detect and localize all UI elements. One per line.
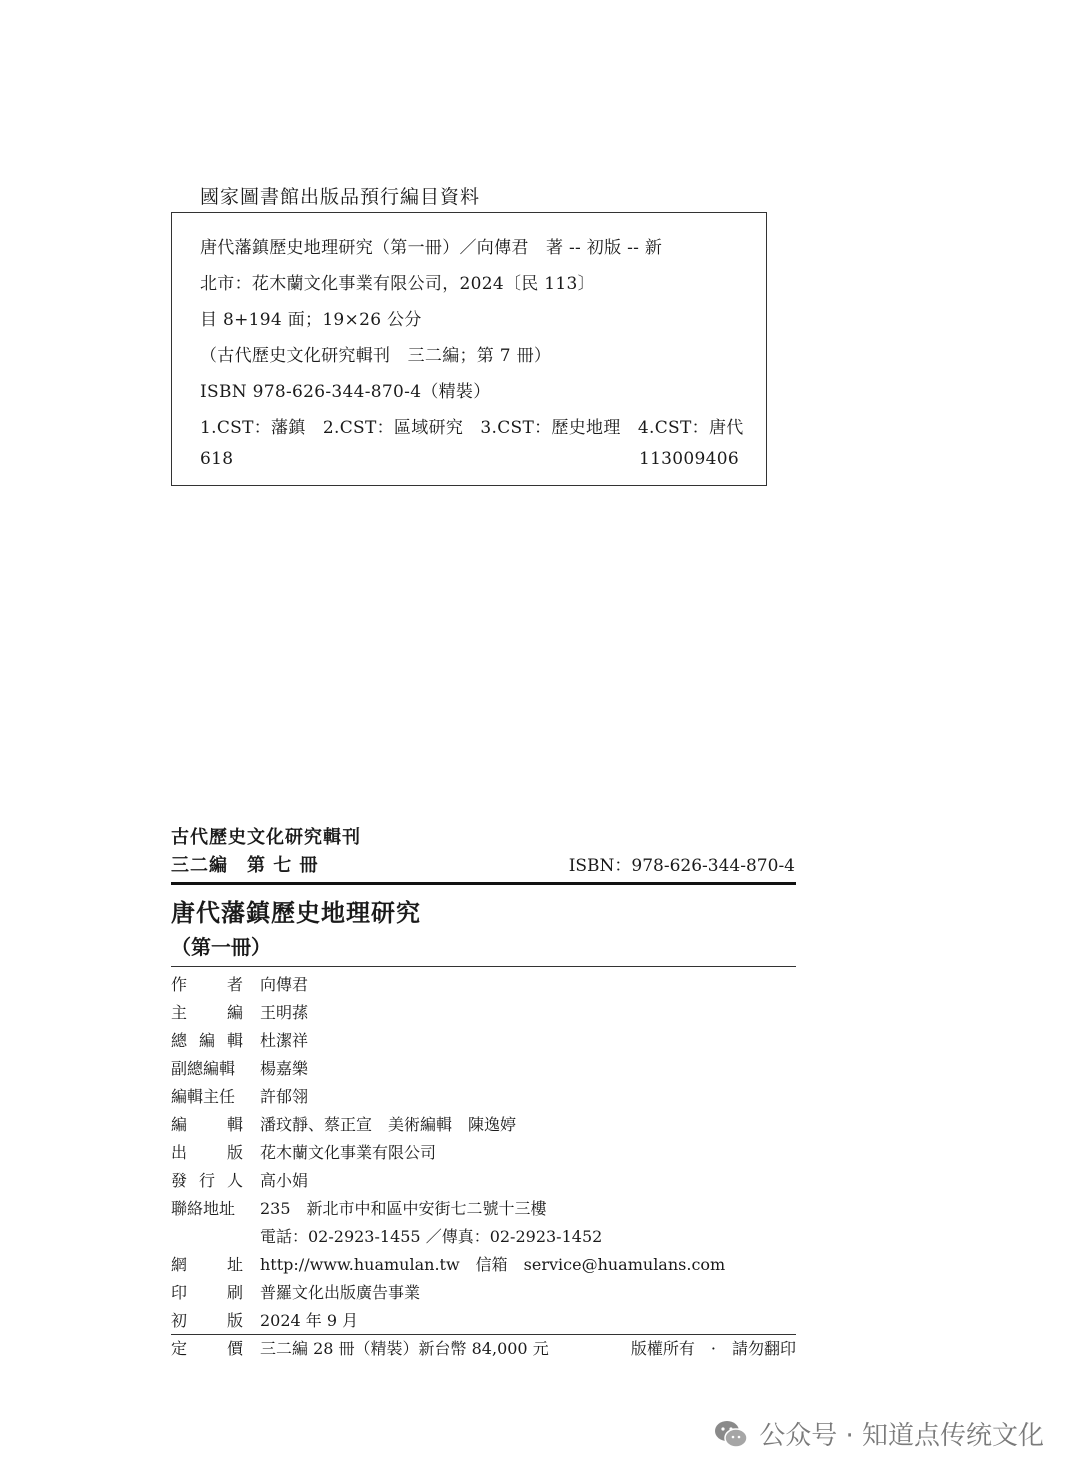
credit-value: 王明蓀 <box>260 1003 309 1022</box>
credit-label-char: 輯 <box>226 1115 243 1134</box>
cip-line-numbers <box>200 449 739 469</box>
credit-label <box>171 1280 243 1303</box>
credit-row <box>171 1336 796 1364</box>
credit-value: 杜潔祥 <box>260 1031 309 1050</box>
series-volume: 三二編 第 七 冊 <box>171 855 319 876</box>
credit-label-char: 編 <box>198 1031 215 1050</box>
credit-value: http://www.huamulan.tw 信箱 service@huamulans.com <box>260 1255 726 1274</box>
cip-line-isbn: ISBN 978-626-344-870-4（精裝） <box>200 382 491 402</box>
credit-label-char: 副總編輯 <box>171 1059 236 1078</box>
credit-row <box>171 1028 796 1056</box>
credit-row <box>171 1140 796 1168</box>
credit-value: 向傳君 <box>260 975 309 994</box>
credit-row <box>171 1224 796 1252</box>
credit-label <box>171 1000 243 1023</box>
credit-label-char: 定 <box>171 1339 188 1358</box>
credit-value: 235 新北市中和區中安街七二號十三樓 <box>260 1199 547 1218</box>
credit-label-char: 主 <box>171 1003 188 1022</box>
credit-label-char: 編 <box>171 1115 188 1134</box>
credit-label <box>171 1084 243 1107</box>
credit-label <box>171 1252 243 1275</box>
cip-line-series: （古代歷史文化研究輯刊 三二編；第 7 冊） <box>200 346 552 366</box>
credit-label-char: 初 <box>171 1311 188 1330</box>
credit-value: 花木蘭文化事業有限公司 <box>260 1143 437 1162</box>
credit-row <box>171 1196 796 1224</box>
credit-value: 2024 年 9 月 <box>260 1311 359 1330</box>
credit-label-char: 版 <box>226 1311 243 1330</box>
credit-row <box>171 1112 796 1140</box>
price-rule <box>171 1334 796 1335</box>
credit-row <box>171 1252 796 1280</box>
credit-value: 楊嘉樂 <box>260 1059 309 1078</box>
credit-label-char: 總 <box>171 1031 188 1050</box>
credit-label-char: 網 <box>171 1255 188 1274</box>
cip-line-pages: 目 8+194 面；19×26 公分 <box>200 310 422 330</box>
credit-row <box>171 1308 796 1336</box>
series-isbn: ISBN：978-626-344-870-4 <box>568 856 795 876</box>
credit-label-char: 版 <box>226 1143 243 1162</box>
credit-row <box>171 1084 796 1112</box>
cip-line-subjects: 1.CST：藩鎮 2.CST：區域研究 3.CST：歷史地理 4.CST：唐代 <box>200 418 744 438</box>
credit-label-char: 出 <box>171 1143 188 1162</box>
credit-label-char: 人 <box>226 1171 243 1190</box>
cip-line-publisher: 北市：花木蘭文化事業有限公司，2024〔民 113〕 <box>200 274 595 294</box>
credit-value: 高小娟 <box>260 1171 309 1190</box>
cip-record-box <box>171 212 767 486</box>
credit-label <box>171 1168 243 1191</box>
credit-value: 潘玟靜、蔡正宣 美術編輯 陳逸婷 <box>260 1115 517 1134</box>
credit-value: 電話：02-2923-1455 ／傳真：02-2923-1452 <box>260 1227 603 1246</box>
credit-row <box>171 1168 796 1196</box>
book-subtitle: （第一冊） <box>171 935 271 959</box>
credit-row <box>171 1056 796 1084</box>
credit-value: 三二編 28 冊（精裝）新台幣 84,000 元 <box>260 1339 549 1358</box>
credit-label-char: 編輯主任 <box>171 1087 236 1106</box>
watermark-text: 公众号 · 知道点传统文化 <box>759 1421 1044 1451</box>
credit-value: 許郁翎 <box>260 1087 309 1106</box>
copyright-notice: 版權所有 · 請勿翻印 <box>630 1339 796 1358</box>
credit-label-char: 發 <box>171 1171 188 1190</box>
credit-label <box>171 1056 243 1079</box>
credit-label <box>171 1112 243 1135</box>
cip-heading: 國家圖書館出版品預行編目資料 <box>200 186 481 208</box>
watermark <box>713 1415 1044 1452</box>
credit-row <box>171 972 796 1000</box>
credit-label-char: 刷 <box>226 1283 243 1302</box>
credit-label-char: 價 <box>226 1339 243 1358</box>
credit-label <box>171 972 243 995</box>
credit-label-char: 作 <box>171 975 188 994</box>
credit-label-char: 印 <box>171 1283 188 1302</box>
credit-label <box>171 1140 243 1163</box>
credit-label-char: 輯 <box>226 1031 243 1050</box>
series-title: 古代歷史文化研究輯刊 <box>171 827 361 848</box>
credit-row <box>171 1280 796 1308</box>
credit-label-char: 者 <box>226 975 243 994</box>
cip-record-number: 113009406 <box>638 449 739 469</box>
credit-label-char: 行 <box>198 1171 215 1190</box>
cip-line-title: 唐代藩鎮歷史地理研究（第一冊）／向傳君 著 -- 初版 -- 新 <box>200 238 663 258</box>
credit-label <box>171 1028 243 1051</box>
credit-label <box>171 1336 243 1359</box>
credit-row <box>171 1000 796 1028</box>
cip-class-number: 618 <box>200 449 234 469</box>
title-rule <box>171 966 796 967</box>
credit-label <box>171 1308 243 1331</box>
credit-value: 普羅文化出版廣告事業 <box>260 1283 421 1302</box>
book-title: 唐代藩鎮歷史地理研究 <box>171 898 421 927</box>
credit-label-char: 編 <box>226 1003 243 1022</box>
credit-label-char: 址 <box>226 1255 243 1274</box>
wechat-icon <box>713 1419 749 1449</box>
credit-label-char: 聯絡地址 <box>171 1199 236 1218</box>
credit-label <box>171 1196 243 1219</box>
header-rule <box>171 882 796 885</box>
